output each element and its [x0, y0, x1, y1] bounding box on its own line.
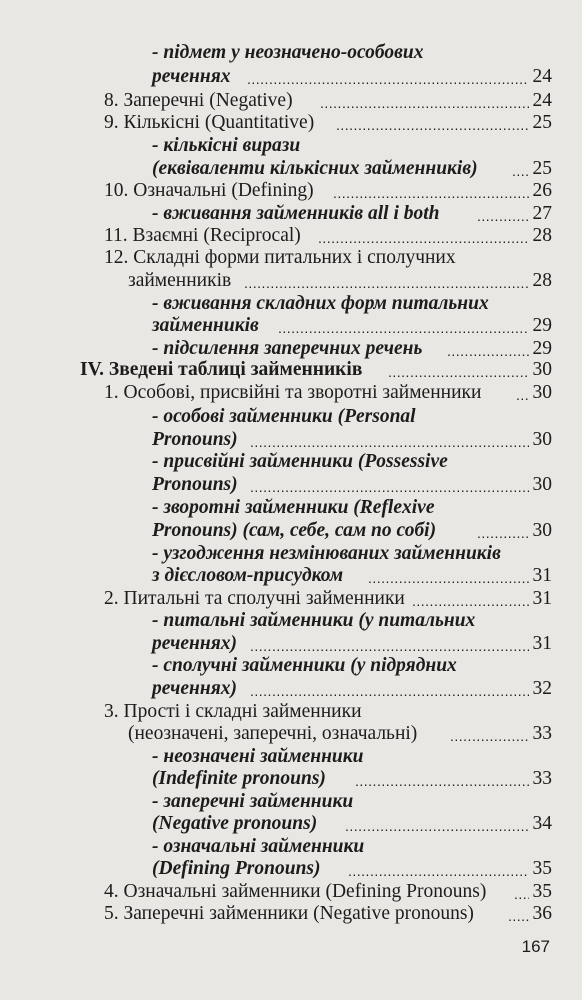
toc-entry-text: - сполучні займенники (у підрядних: [152, 655, 457, 676]
dot-leader: [514, 880, 529, 904]
toc-entry-text: - заперечні займенники: [152, 791, 354, 812]
toc-page-number: 26: [532, 180, 552, 201]
page-number: 167: [521, 937, 550, 956]
toc-page-number: 30: [532, 382, 552, 403]
toc-page-number: 24: [532, 90, 552, 111]
dot-leader: [278, 314, 529, 338]
toc-line: [0, 722, 582, 746]
toc-line: [0, 564, 582, 588]
toc-entry-text: (неозначені, заперечні, означальні): [128, 723, 418, 744]
dot-leader: [250, 473, 529, 497]
toc-line: [0, 700, 582, 724]
toc-entry-text: (еквіваленти кількісних займенників): [152, 158, 478, 179]
dot-leader: [247, 65, 529, 89]
toc-entry-text: 1. Особові, присвійні та зворотні займенники: [104, 382, 482, 403]
toc-entry-text: - вживання складних форм питальних: [152, 293, 489, 314]
dot-leader: [318, 224, 529, 248]
toc-entry-text: 10. Означальні (Defining): [104, 180, 314, 201]
toc-page-number: 30: [532, 429, 552, 450]
toc-line: [0, 111, 582, 135]
toc-line: [0, 89, 582, 113]
toc-entry-text: - підсилення заперечних речень: [152, 338, 423, 359]
dot-leader: [477, 519, 529, 543]
toc-line: [0, 880, 582, 904]
dot-leader: [333, 179, 529, 203]
toc-page-number: 34: [532, 813, 552, 834]
toc-page-number: 36: [532, 903, 552, 924]
toc-line: [0, 473, 582, 497]
dot-leader: [508, 902, 529, 926]
toc-entry-text: реченнях): [152, 678, 237, 699]
dot-leader: [348, 857, 529, 881]
toc-page-number: 25: [532, 158, 552, 179]
toc-page-number: 29: [532, 315, 552, 336]
toc-entry-text: - означальні займенники: [152, 836, 365, 857]
toc-section-heading: IV. Зведені таблиці займенників: [80, 359, 363, 380]
toc-line: [0, 587, 582, 611]
toc-line: [0, 835, 582, 859]
toc-page-number: 25: [532, 112, 552, 133]
toc-entry-text: займенників: [152, 315, 259, 336]
toc-line: [0, 246, 582, 270]
toc-entry-text: 9. Кількісні (Quantitative): [104, 112, 315, 133]
toc-page-number: 31: [532, 633, 552, 654]
toc-page-number: 27: [532, 203, 552, 224]
toc-entry-text: реченнях): [152, 633, 237, 654]
dot-leader: [477, 202, 529, 226]
dot-leader: [512, 157, 529, 181]
toc-line: [0, 202, 582, 226]
toc-entry-text: - кількісні вирази: [152, 135, 301, 156]
toc-page-number: 31: [532, 588, 552, 609]
toc-entry-text: 8. Заперечні (Negative): [104, 90, 293, 111]
toc-line: [0, 519, 582, 543]
toc-line: [0, 41, 582, 65]
toc-entry-text: Pronouns): [152, 429, 238, 450]
toc-line: [0, 358, 582, 382]
toc-line: [0, 632, 582, 656]
toc-entry-text: - узгодження незмінюваних займенників: [152, 543, 501, 564]
toc-page-number: 29: [532, 338, 552, 359]
toc-page-number: 32: [532, 678, 552, 699]
toc-entry-text: Pronouns) (сам, себе, сам по собі): [152, 520, 437, 541]
toc-entry-text: (Defining Pronouns): [152, 858, 321, 879]
toc-line: [0, 314, 582, 338]
toc-entry-text: - присвійні займенники (Possessive: [152, 451, 448, 472]
toc-entry-text: Pronouns): [152, 474, 238, 495]
toc-line: [0, 428, 582, 452]
dot-leader: [345, 812, 529, 836]
toc-line: [0, 496, 582, 520]
toc-line: [0, 767, 582, 791]
dot-leader: [250, 428, 529, 452]
dot-leader: [516, 381, 529, 405]
toc-page-number: 33: [532, 768, 552, 789]
toc-line: [0, 134, 582, 158]
toc-entry-text: (Negative pronouns): [152, 813, 318, 834]
toc-entry-text: - підмет у неозначено-особових: [152, 42, 424, 63]
toc-line: [0, 790, 582, 814]
toc-line: [0, 381, 582, 405]
toc-line: [0, 224, 582, 248]
toc-page-number: 30: [532, 520, 552, 541]
toc-entry-text: - зворотні займенники (Reflexive: [152, 497, 435, 518]
toc-entry-text: з дієсловом-присудком: [152, 565, 344, 586]
toc-page-number: 35: [532, 881, 552, 902]
toc-line: [0, 157, 582, 181]
toc-line: [0, 857, 582, 881]
toc-entry-text: 5. Заперечні займенники (Negative pronouns): [104, 903, 474, 924]
toc-page-number: 30: [532, 474, 552, 495]
toc-line: [0, 405, 582, 429]
dot-leader: [355, 767, 529, 791]
toc-page-number: 33: [532, 723, 552, 744]
toc-entry-text: - особові займенники (Personal: [152, 406, 416, 427]
toc-entry-text: - неозначені займенники: [152, 746, 364, 767]
toc-entry-text: реченнях: [152, 66, 231, 87]
toc-page-number: 31: [532, 565, 552, 586]
toc-entry-text: - вживання займенників all і both: [152, 203, 440, 224]
toc-line: [0, 654, 582, 678]
toc-entry-text: 12. Складні форми питальних і сполучних: [104, 247, 456, 268]
dot-leader: [336, 111, 529, 135]
dot-leader: [250, 677, 529, 701]
toc-page-number: 28: [532, 270, 552, 291]
dot-leader: [412, 587, 529, 611]
dot-leader: [388, 358, 529, 382]
dot-leader: [368, 564, 529, 588]
toc-line: [0, 677, 582, 701]
toc-page-number: 24: [532, 66, 552, 87]
toc-page-number: 30: [532, 359, 552, 380]
toc-line: [0, 609, 582, 633]
toc-line: [0, 65, 582, 89]
dot-leader: [250, 632, 529, 656]
toc-entry-text: 3. Прості і складні займенники: [104, 701, 362, 722]
toc-entry-text: (Indefinite pronouns): [152, 768, 326, 789]
toc-line: [0, 269, 582, 293]
toc-entry-text: 11. Взаємні (Reciprocal): [104, 225, 301, 246]
toc-entry-text: 2. Питальні та сполучні займенники: [104, 588, 405, 609]
toc-entry-text: 4. Означальні займенники (Defining Pronouns): [104, 881, 487, 902]
toc-page-number: 28: [532, 225, 552, 246]
toc-line: [0, 542, 582, 566]
toc-line: [0, 902, 582, 926]
toc-page-number: 35: [532, 858, 552, 879]
toc-line: [0, 292, 582, 316]
toc-line: [0, 450, 582, 474]
toc-line: [0, 745, 582, 769]
toc-line: [0, 812, 582, 836]
toc-entry-text: займенників: [128, 270, 232, 291]
dot-leader: [320, 89, 529, 113]
dot-leader: [244, 269, 529, 293]
toc-entry-text: - питальні займенники (у питальних: [152, 610, 476, 631]
toc-line: [0, 179, 582, 203]
dot-leader: [450, 722, 529, 746]
